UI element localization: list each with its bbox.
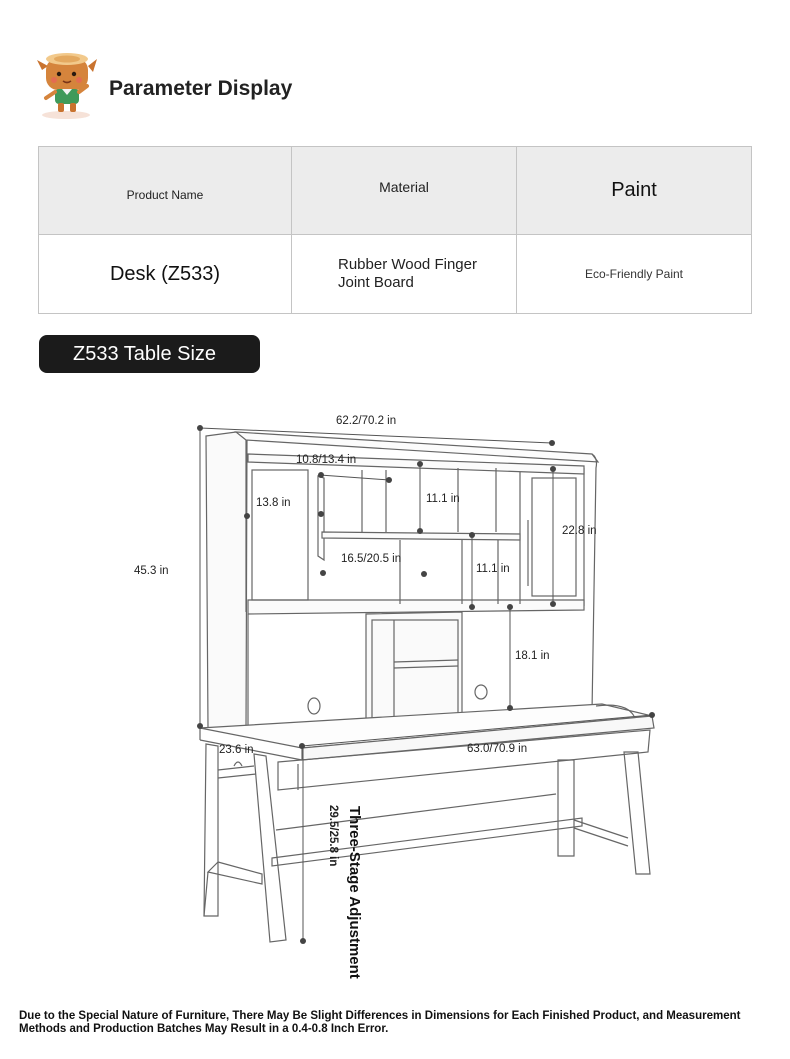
adjustment-label: Three-Stage Adjustment [346, 806, 363, 979]
dim-compartment-height-lower: 11.1 in [476, 563, 510, 575]
dim-right-compartment-height: 22.8 in [562, 525, 597, 537]
material-text: Rubber Wood Finger Joint Board [338, 256, 477, 291]
dim-shelf-width: 10.8/13.4 in [296, 454, 357, 466]
header-paint: Paint [517, 147, 752, 235]
dim-overall-width: 62.2/70.2 in [336, 415, 397, 427]
dim-compartment-height-upper: 11.1 in [426, 493, 460, 505]
dim-depth: 23.6 in [219, 744, 254, 756]
dim-overall-height: 45.3 in [134, 565, 169, 577]
section-title: Z533 Table Size [73, 343, 217, 365]
dim-desk-height: 29.5/25.8 in [327, 805, 339, 867]
product-name-value: Desk (Z533) [39, 235, 292, 314]
paint-value: Eco-Friendly Paint [517, 235, 752, 314]
header-product-name: Product Name [39, 147, 292, 235]
dim-desktop-width: 63.0/70.9 in [467, 743, 528, 755]
page-title: Parameter Display [109, 77, 293, 100]
footer-disclaimer: Due to the Special Nature of Furniture, There May Be Slight Differences in Dimensions for Each Finished Product, and Measurement Methods and Production Batches May Result in a 0.4-0.8 Inch Error. [19, 1010, 741, 1035]
dim-middle-shelf-width: 16.5/20.5 in [341, 553, 402, 565]
dim-under-hutch-height: 18.1 in [515, 650, 550, 662]
dim-side-compartment-height: 13.8 in [256, 497, 291, 509]
header-material: Material [292, 147, 517, 235]
